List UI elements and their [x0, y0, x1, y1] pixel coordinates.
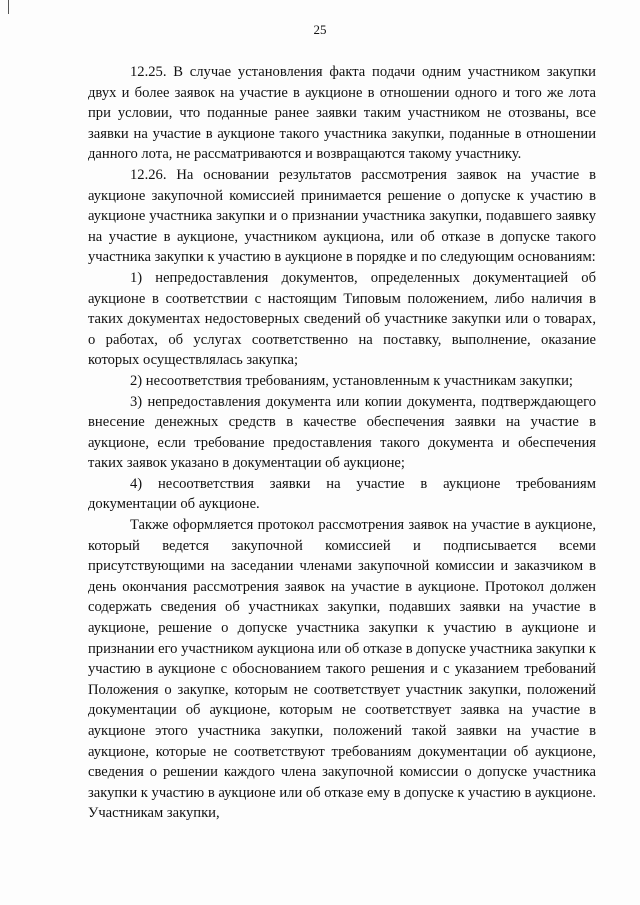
scan-edge-mark — [8, 0, 9, 14]
list-item-2: 2) несоответствия требованиям, установленным к участникам закупки; — [130, 372, 573, 389]
page-number: 25 — [313, 22, 327, 37]
list-item-3: 3) непредоставления документа или копии документа, подтверждающего внесение денежных средств в качестве обеспечения заявки на участие в аукционе, если требование предоставления такого документа и обеспечения таких заявок указано в документации об аукционе; — [88, 393, 596, 472]
paragraph-12-25: 12.25. В случае установления факта подачи одним участником закупки двух и более заявок на участие в аукционе в отношении одного и того же лота при условии, что поданные ранее заявки таким участником не отозваны, все заявки на участие в аукционе такого участника закупки, поданные в отношении данного лота, не рассматриваются и возвращаются такому участнику. — [88, 64, 596, 163]
list-item-4: 4) несоответствия заявки на участие в аукционе требованиям документации об аукционе. — [88, 475, 596, 513]
paragraph-12-26: 12.26. На основании результатов рассмотрения заявок на участие в аукционе закупочной комиссией принимается решение о допуске к участию в аукционе участника закупки и о признании участника закупки, подавшего заявку на участие в аукционе, участником аукциона, или об отказе в допуске такого участника закупки к участию в аукционе в порядке и по следующим основаниям: — [88, 166, 596, 266]
list-item-1: 1) непредоставления документов, определенных документацией об аукционе в соответствии с настоящим Типовым положением, либо наличия в таких документах недостоверных сведений об участнике закупки или о товарах, о работах, об услугах соответственно на поставку, выполнение, оказание которых осуществлялась закупка; — [88, 269, 596, 369]
document-body — [88, 62, 596, 824]
paragraph-protocol: Также оформляется протокол рассмотрения заявок на участие в аукционе, который ведется закупочной комиссией и подписывается всеми присутствующими на заседании членами закупочной комиссии и заказчиком в день окончания рассмотрения заявок на участие в аукционе. Протокол должен содержать сведения об участниках закупки, подавших заявки на участие в аукционе, решение о допуске участника закупки к участию в аукционе и признании его участником аукциона или об отказе в допуске участника закупки к участию в аукционе с обоснованием такого решения и с указанием требований Положения о закупке, которым не соответствует участник закупки, положений документации об аукционе, которым не соответствует заявка на участие в аукционе этого участника закупки, положений такой заявки на участие в аукционе, которые не соответствуют требованиям документации об аукционе, сведения о решении каждого члена закупочной комиссии о допуске участника закупки к участию в аукционе или об отказе ему в допуске к участию в аукционе. Участникам закупки, — [88, 517, 596, 822]
